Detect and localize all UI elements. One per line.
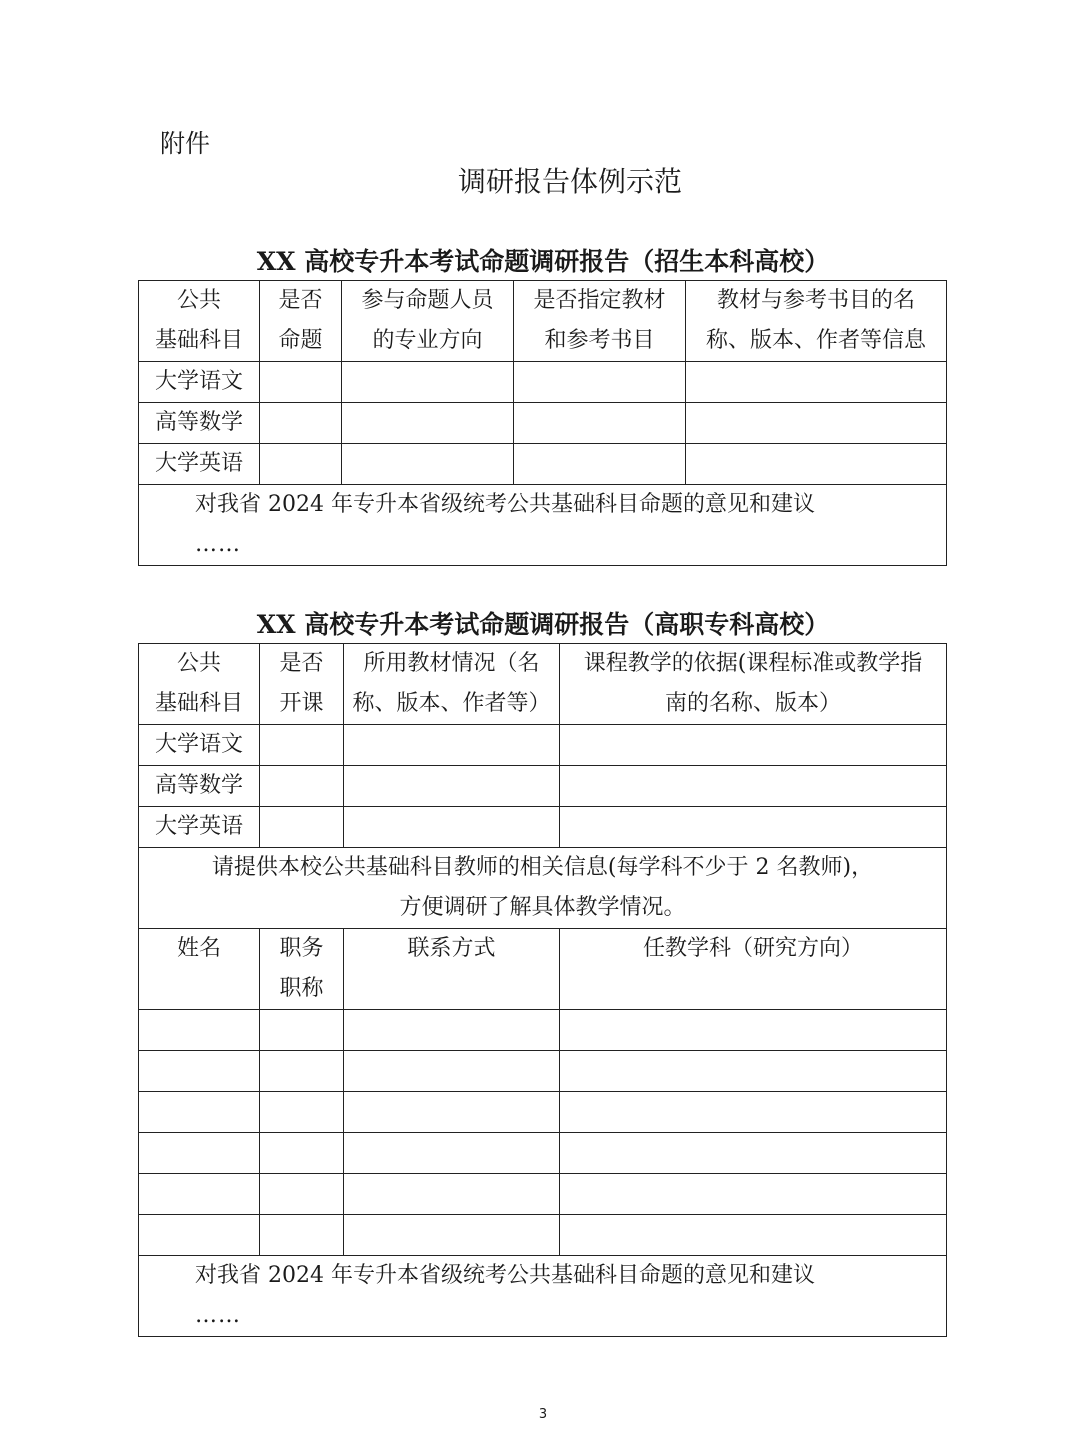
table-cell[interactable] xyxy=(560,1174,947,1215)
ellipsis: …… xyxy=(195,532,241,557)
t1-header-textbook-info: 教材与参考书目的名 称、版本、作者等信息 xyxy=(686,281,947,362)
subject-label: 大学语文 xyxy=(139,725,260,766)
table-row xyxy=(139,362,947,403)
table1-opinion-row xyxy=(139,485,947,566)
teacher-header-contact: 联系方式 xyxy=(344,929,560,1010)
opinion-cell[interactable] xyxy=(139,485,947,566)
teacher-request-cell: 请提供本校公共基础科目教师的相关信息(每学科不少于 2 名教师)， 方便调研了解具体教学情况。 xyxy=(139,848,947,929)
table-cell[interactable] xyxy=(260,1092,344,1133)
table-cell[interactable] xyxy=(260,444,342,485)
table-cell[interactable] xyxy=(344,1133,560,1174)
attachment-label: 附件 xyxy=(160,129,211,158)
opinion-prompt: 对我省 2024 年专升本省级统考公共基础科目命题的意见和建议 xyxy=(195,492,815,517)
t1-header-proposition: 是否 命题 xyxy=(260,281,342,362)
table-cell[interactable] xyxy=(686,444,947,485)
t2-header-teaching-basis: 课程教学的依据(课程标准或教学指 南的名称、版本） xyxy=(560,644,947,725)
table-cell[interactable] xyxy=(560,807,947,848)
table-row xyxy=(139,766,947,807)
t1-header-staff-major: 参与命题人员 的专业方向 xyxy=(342,281,514,362)
table2-header-row xyxy=(139,644,947,725)
table-cell[interactable] xyxy=(260,1010,344,1051)
teacher-row xyxy=(139,1133,947,1174)
table-cell[interactable] xyxy=(260,1215,344,1256)
teacher-header-name: 姓名 xyxy=(139,929,260,1010)
document-title: 调研报告体例示范 xyxy=(457,165,682,198)
teacher-header-subject: 任教学科（研究方向） xyxy=(560,929,947,1010)
table2-vocational xyxy=(138,643,947,1337)
table-cell[interactable] xyxy=(260,1051,344,1092)
table-cell[interactable] xyxy=(260,807,344,848)
table2-opinion-row xyxy=(139,1256,947,1337)
table-cell[interactable] xyxy=(139,1010,260,1051)
table-cell[interactable] xyxy=(560,1092,947,1133)
table-cell[interactable] xyxy=(344,807,560,848)
table-cell[interactable] xyxy=(139,1174,260,1215)
teacher-row xyxy=(139,1051,947,1092)
table-cell[interactable] xyxy=(260,766,344,807)
table-cell[interactable] xyxy=(139,1215,260,1256)
t1-header-subject: 公共 基础科目 xyxy=(139,281,260,362)
table-cell[interactable] xyxy=(560,766,947,807)
table-cell[interactable] xyxy=(342,362,514,403)
teacher-header-position: 职务 职称 xyxy=(260,929,344,1010)
table-cell[interactable] xyxy=(344,766,560,807)
table-cell[interactable] xyxy=(139,1051,260,1092)
teacher-row xyxy=(139,1215,947,1256)
table-cell[interactable] xyxy=(514,362,686,403)
table1-header-row xyxy=(139,281,947,362)
t2-header-textbook-used: 所用教材情况（名 称、版本、作者等） xyxy=(344,644,560,725)
teacher-row xyxy=(139,1010,947,1051)
teacher-row xyxy=(139,1174,947,1215)
teacher-row xyxy=(139,1092,947,1133)
t2-header-subject: 公共 基础科目 xyxy=(139,644,260,725)
opinion-prompt: 对我省 2024 年专升本省级统考公共基础科目命题的意见和建议 xyxy=(195,1263,815,1288)
table-row xyxy=(139,403,947,444)
table-cell[interactable] xyxy=(344,1051,560,1092)
table-row xyxy=(139,807,947,848)
table-cell[interactable] xyxy=(344,1092,560,1133)
subject-label: 大学英语 xyxy=(139,807,260,848)
table-cell[interactable] xyxy=(139,1092,260,1133)
teacher-header-row xyxy=(139,929,947,1010)
table-cell[interactable] xyxy=(560,1051,947,1092)
teacher-request-row xyxy=(139,848,947,929)
table1-undergraduate xyxy=(138,280,947,566)
table1-title: XX 高校专升本考试命题调研报告（招生本科高校） xyxy=(256,247,830,276)
subject-label: 高等数学 xyxy=(139,403,260,444)
table-cell[interactable] xyxy=(260,362,342,403)
table-cell[interactable] xyxy=(514,403,686,444)
table-cell[interactable] xyxy=(342,403,514,444)
table-cell[interactable] xyxy=(514,444,686,485)
table-cell[interactable] xyxy=(260,1174,344,1215)
table-cell[interactable] xyxy=(344,725,560,766)
opinion-cell[interactable] xyxy=(139,1256,947,1337)
table-cell[interactable] xyxy=(260,1133,344,1174)
table-cell[interactable] xyxy=(139,1133,260,1174)
table-cell[interactable] xyxy=(560,1133,947,1174)
table-cell[interactable] xyxy=(344,1174,560,1215)
subject-label: 大学英语 xyxy=(139,444,260,485)
page-number: 3 xyxy=(538,1407,548,1422)
table-cell[interactable] xyxy=(342,444,514,485)
t1-header-designated-textbook: 是否指定教材 和参考书目 xyxy=(514,281,686,362)
table2-title: XX 高校专升本考试命题调研报告（高职专科高校） xyxy=(256,610,830,639)
table-cell[interactable] xyxy=(560,1215,947,1256)
table-cell[interactable] xyxy=(344,1010,560,1051)
table-cell[interactable] xyxy=(686,362,947,403)
table-cell[interactable] xyxy=(560,725,947,766)
table-cell[interactable] xyxy=(686,403,947,444)
table-row xyxy=(139,725,947,766)
table-cell[interactable] xyxy=(344,1215,560,1256)
subject-label: 高等数学 xyxy=(139,766,260,807)
subject-label: 大学语文 xyxy=(139,362,260,403)
ellipsis: …… xyxy=(195,1303,241,1328)
table-cell[interactable] xyxy=(560,1010,947,1051)
table-row xyxy=(139,444,947,485)
table-cell[interactable] xyxy=(260,403,342,444)
table-cell[interactable] xyxy=(260,725,344,766)
t2-header-course-offered: 是否 开课 xyxy=(260,644,344,725)
